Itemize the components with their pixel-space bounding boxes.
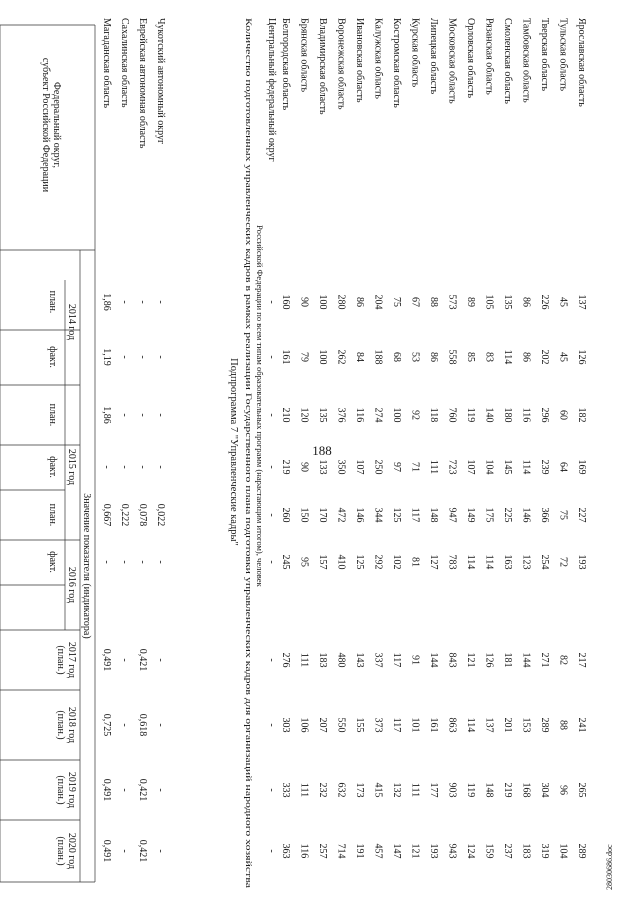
table-cell: 111: [298, 782, 310, 798]
table-cell: 863: [446, 717, 458, 733]
table-cell: 237: [502, 843, 513, 859]
header-2016-fact: факт.: [47, 551, 58, 573]
table-cell: -: [119, 355, 130, 359]
table-cell: 144: [520, 652, 532, 668]
table-cell: -: [266, 465, 277, 469]
table-cell: -: [137, 300, 148, 304]
table-cell: 104: [483, 459, 495, 475]
table-cell: 363: [280, 843, 291, 859]
table-cell: 191: [354, 843, 365, 859]
region-name: Смоленская область: [502, 18, 513, 104]
table-cell: 127: [428, 554, 439, 570]
table-cell: 0,421: [137, 839, 148, 863]
table-cell: 180: [502, 407, 513, 423]
table-cell: -: [155, 560, 166, 564]
table-cell: -: [119, 413, 130, 417]
table-cell: 107: [354, 459, 365, 475]
header-2015-fact: факт.: [47, 456, 58, 478]
table-cell: -: [155, 300, 166, 304]
table-cell: 117: [391, 717, 402, 733]
table-cell: 0,725: [101, 713, 112, 737]
table-cell: 104: [557, 843, 569, 859]
table-cell: -: [119, 849, 130, 853]
indicator-line-2: Российской Федерации по всем типам образовательных программ (нарастающим итогом), человек: [255, 225, 265, 587]
table-cell: 72: [557, 557, 569, 567]
table-cell: 86: [520, 297, 532, 307]
table-cell: 480: [335, 652, 347, 668]
table-cell: 91: [409, 655, 421, 665]
table-cell: 159: [483, 843, 495, 859]
table-cell: 182: [576, 407, 587, 423]
table-cell: 0,421: [137, 648, 148, 672]
table-cell: 86: [428, 352, 439, 362]
header-2014-plan: план.: [47, 290, 58, 314]
table-cell: 280: [335, 294, 347, 310]
table-cell: -: [137, 465, 148, 469]
table-cell: 86: [520, 352, 532, 362]
region-name: Магаданская область: [101, 18, 112, 109]
table-cell: 160: [280, 294, 291, 310]
table-cell: -: [119, 788, 130, 792]
header-2017-sub: (план.): [55, 645, 66, 675]
table-cell: 117: [409, 507, 421, 523]
table-cell: 148: [428, 507, 439, 523]
table-cell: 204: [372, 294, 384, 310]
table-cell: 119: [465, 782, 476, 798]
table-cell: 558: [446, 349, 458, 365]
region-name: Калужская область: [372, 18, 384, 99]
table-cell: 245: [280, 554, 291, 570]
header-2014-fact: факт.: [47, 346, 58, 368]
header-2016-plan: план.: [47, 503, 58, 527]
table-cell: 148: [483, 782, 495, 798]
table-cell: 116: [520, 407, 532, 423]
table-cell: 1,86: [101, 293, 112, 311]
table-cell: -: [266, 300, 277, 304]
table-cell: 116: [354, 407, 365, 423]
table-cell: 137: [576, 294, 587, 310]
table-cell: 163: [502, 554, 513, 570]
table-cell: 83: [483, 352, 495, 362]
table-cell: 350: [335, 459, 347, 475]
table-cell: 92: [409, 410, 421, 420]
table-cell: 276: [280, 652, 291, 668]
table-cell: 60: [557, 410, 569, 420]
table-cell: 193: [428, 843, 439, 859]
header-region-sub: субъект Российской Федерации: [40, 57, 51, 193]
table-cell: -: [101, 560, 112, 564]
table-cell: 117: [391, 652, 402, 668]
table-cell: 126: [483, 652, 495, 668]
table-cell: 101: [409, 717, 421, 733]
table-cell: 111: [409, 782, 421, 798]
table-cell: 0,022: [155, 503, 166, 527]
table-cell: 155: [354, 717, 365, 733]
table-cell: 100: [317, 349, 328, 365]
table-cell: 120: [298, 407, 310, 423]
table-cell: 202: [539, 349, 550, 365]
table-cell: 201: [502, 717, 513, 733]
table-cell: 1,19: [101, 348, 112, 366]
table-cell: 168: [520, 782, 532, 798]
table-cell: 783: [446, 554, 458, 570]
table-cell: -: [137, 413, 148, 417]
table-cell: 144: [428, 652, 439, 668]
region-name: Воронежская область: [335, 18, 347, 110]
table-cell: 232: [317, 782, 328, 798]
table-cell: 147: [391, 843, 402, 859]
table-cell: 225: [502, 507, 513, 523]
table-cell: 157: [317, 554, 328, 570]
table-cell: -: [266, 560, 277, 564]
table-cell: -: [266, 513, 277, 517]
table-cell: 137: [483, 717, 495, 733]
table-cell: -: [119, 658, 130, 662]
table-cell: 75: [557, 510, 569, 520]
table-cell: 135: [317, 407, 328, 423]
region-name: Владимирская область: [317, 18, 328, 115]
header-2016: 2016 год: [66, 566, 77, 604]
table-cell: 133: [317, 459, 328, 475]
table-cell: 64: [557, 462, 569, 472]
region-name: Сахалинская область: [119, 18, 130, 108]
table-cell: -: [266, 355, 277, 359]
table-cell: 373: [372, 717, 384, 733]
region-name: Липецкая область: [428, 18, 439, 95]
header-2014: 2014 год: [66, 303, 77, 341]
table-cell: 95: [298, 557, 310, 567]
table-cell: 0,618: [137, 713, 148, 737]
table-cell: 0,491: [101, 648, 112, 672]
table-cell: 107: [465, 459, 476, 475]
table-cell: 257: [317, 843, 328, 859]
table-cell: 210: [280, 407, 291, 423]
table-cell: 289: [576, 843, 587, 859]
table-cell: 947: [446, 507, 458, 523]
table-cell: -: [266, 658, 277, 662]
table-cell: 177: [428, 782, 439, 798]
table-cell: 45: [557, 297, 569, 307]
table-cell: 161: [428, 717, 439, 733]
table-cell: 121: [409, 843, 421, 859]
table-cell: 71: [409, 462, 421, 472]
table-cell: -: [266, 849, 277, 853]
table-cell: 289: [539, 717, 550, 733]
table-cell: 304: [539, 782, 550, 798]
table-cell: -: [119, 723, 130, 727]
table-cell: -: [137, 355, 148, 359]
table-cell: 573: [446, 294, 458, 310]
table-cell: 90: [298, 297, 310, 307]
table-cell: 153: [520, 717, 532, 733]
table-cell: 143: [354, 652, 365, 668]
table-cell: 0,491: [101, 778, 112, 802]
table-cell: 145: [502, 459, 513, 475]
table-cell: 632: [335, 782, 347, 798]
table-cell: 90: [298, 462, 310, 472]
table-cell: 100: [317, 294, 328, 310]
table-cell: 457: [372, 843, 384, 859]
table-cell: 366: [539, 507, 550, 523]
table-cell: 81: [409, 557, 421, 567]
table-cell: 333: [280, 782, 291, 798]
table-cell: 550: [335, 717, 347, 733]
table-cell: 45: [557, 352, 569, 362]
table-cell: 105: [483, 294, 495, 310]
table-cell: 344: [372, 507, 384, 523]
table-cell: 102: [391, 554, 402, 570]
table-cell: 146: [520, 507, 532, 523]
table-cell: 903: [446, 782, 458, 798]
page-number: 188: [312, 443, 332, 458]
region-name: Белгородская область: [280, 18, 291, 111]
table-cell: 96: [557, 785, 569, 795]
table-cell: 170: [317, 507, 328, 523]
header-2018-sub: (план.): [55, 710, 66, 740]
table-cell: 114: [520, 459, 532, 475]
header-2018: 2018 год: [66, 706, 77, 744]
table-cell: 114: [483, 554, 495, 570]
table-cell: 219: [280, 459, 291, 475]
table-cell: -: [266, 413, 277, 417]
region-name: Еврейская автономная область: [137, 18, 148, 149]
header-region: Федеральный округ,: [51, 82, 62, 168]
table-cell: 114: [465, 554, 476, 570]
table-cell: 0,078: [137, 503, 148, 527]
table-cell: 79: [298, 352, 310, 362]
table-cell: 219: [502, 782, 513, 798]
table-cell: 0,667: [101, 503, 112, 527]
table-cell: 89: [465, 297, 476, 307]
table-cell: 116: [298, 843, 310, 859]
table-cell: 123: [520, 554, 532, 570]
table-cell: 0,222: [119, 503, 130, 527]
table-cell: 175: [483, 507, 495, 523]
header-2020-sub: (план.): [55, 836, 66, 866]
table-cell: 85: [465, 352, 476, 362]
header-2019-sub: (план.): [55, 775, 66, 805]
table-cell: 150: [298, 507, 310, 523]
region-name: Центральный федеральный округ: [266, 18, 277, 162]
table-cell: 111: [298, 652, 310, 668]
table-cell: 254: [539, 554, 550, 570]
table-cell: 239: [539, 459, 550, 475]
table-cell: 296: [539, 407, 550, 423]
region-name: Орловская область: [465, 18, 476, 99]
table-cell: 337: [372, 652, 384, 668]
table-cell: 140: [483, 407, 495, 423]
table-cell: -: [155, 788, 166, 792]
header-2017: 2017 год: [66, 641, 77, 679]
table-cell: -: [155, 658, 166, 662]
region-name: Ивановская область: [354, 18, 365, 103]
table-cell: 53: [409, 352, 421, 362]
region-name: Костромская область: [391, 18, 402, 108]
table-cell: 125: [354, 554, 365, 570]
table-cell: -: [101, 465, 112, 469]
table-cell: 714: [335, 843, 347, 859]
table-cell: 271: [539, 652, 550, 668]
region-name: Ярославская область: [576, 18, 587, 107]
table-cell: -: [155, 355, 166, 359]
table-cell: 135: [502, 294, 513, 310]
region-name: Тамбовская область: [520, 18, 532, 103]
table-cell: 67: [409, 297, 421, 307]
region-name: Московская область: [446, 18, 458, 104]
file-name: 28030686.doc: [605, 844, 614, 890]
table-cell: -: [155, 849, 166, 853]
table-cell: 376: [335, 407, 347, 423]
region-name: Чукотский автономный округ: [155, 18, 166, 145]
table-cell: 723: [446, 459, 458, 475]
header-2020: 2020 год: [66, 832, 77, 870]
table-cell: -: [119, 560, 130, 564]
table-cell: 84: [354, 352, 365, 362]
table-cell: 760: [446, 407, 458, 423]
table-cell: 114: [502, 349, 513, 365]
header-2015: 2015 год: [66, 448, 77, 486]
table-cell: 100: [391, 407, 402, 423]
region-name: Тверская область: [539, 18, 550, 92]
table-cell: -: [155, 723, 166, 727]
table-cell: 262: [335, 349, 347, 365]
table-cell: 149: [465, 507, 476, 523]
table-cell: 119: [465, 407, 476, 423]
table-cell: 207: [317, 717, 328, 733]
table-cell: 0,491: [101, 839, 112, 863]
table-cell: 126: [576, 349, 587, 365]
table-cell: 88: [428, 297, 439, 307]
table-cell: -: [266, 788, 277, 792]
table-cell: 88: [557, 720, 569, 730]
table-cell: -: [119, 465, 130, 469]
table-cell: 118: [428, 407, 439, 423]
table-cell: 472: [335, 507, 347, 523]
table-cell: 132: [391, 782, 402, 798]
table-cell: 188: [372, 349, 384, 365]
table-cell: 173: [354, 782, 365, 798]
table-cell: 183: [317, 652, 328, 668]
table-cell: 303: [280, 717, 291, 733]
table-cell: 169: [576, 459, 587, 475]
region-name: Брянская область: [298, 18, 310, 93]
table-cell: -: [155, 465, 166, 469]
table-cell: 86: [354, 297, 365, 307]
indicator-line-1: Количество подготовленных управленческих кадров в рамках реализации Государственного плана подготовки управленческих кадров для организаций народного хозяйства: [244, 18, 254, 652]
table-cell: 114: [465, 717, 476, 733]
table-cell: 250: [372, 459, 384, 475]
table-cell: 241: [576, 717, 587, 733]
table-cell: 265: [576, 782, 587, 798]
table-cell: 843: [446, 652, 458, 668]
table-cell: 181: [502, 652, 513, 668]
table-cell: 183: [520, 843, 532, 859]
table-cell: 0,421: [137, 778, 148, 802]
table-cell: -: [119, 300, 130, 304]
table-cell: 124: [465, 843, 476, 859]
table-cell: 319: [539, 843, 550, 859]
table-cell: 68: [391, 352, 402, 362]
region-name: Рязанская область: [483, 18, 495, 95]
table-cell: 943: [446, 843, 458, 859]
table-cell: 410: [335, 554, 347, 570]
table-cell: 292: [372, 554, 384, 570]
table-cell: 97: [391, 462, 402, 472]
table-cell: 274: [372, 407, 384, 423]
table-cell: 226: [539, 294, 550, 310]
table-cell: 106: [298, 717, 310, 733]
table-cell: 75: [391, 297, 402, 307]
table-cell: -: [155, 413, 166, 417]
table-cell: 146: [354, 507, 365, 523]
header-2019: 2019 год: [66, 771, 77, 809]
table-cell: 1,86: [101, 406, 112, 424]
table-cell: 161: [280, 349, 291, 365]
table-cell: 111: [428, 459, 439, 475]
table-cell: 415: [372, 782, 384, 798]
table-cell: 217: [576, 652, 587, 668]
table-cell: 82: [557, 655, 569, 665]
table-cell: 260: [280, 507, 291, 523]
table-cell: -: [137, 560, 148, 564]
table-cell: 193: [576, 554, 587, 570]
table-cell: 121: [465, 652, 476, 668]
subprogram-title: Подпрограмма 7 "Управленческие кадры": [228, 358, 239, 546]
table-cell: 125: [391, 507, 402, 523]
region-name: Тульская область: [557, 18, 569, 92]
table-cell: -: [266, 723, 277, 727]
table-cell: 227: [576, 507, 587, 523]
region-name: Курская область: [409, 18, 421, 88]
header-2015-plan: план.: [47, 403, 58, 427]
header-values-group: Значение показателя (индикатора): [81, 493, 92, 639]
